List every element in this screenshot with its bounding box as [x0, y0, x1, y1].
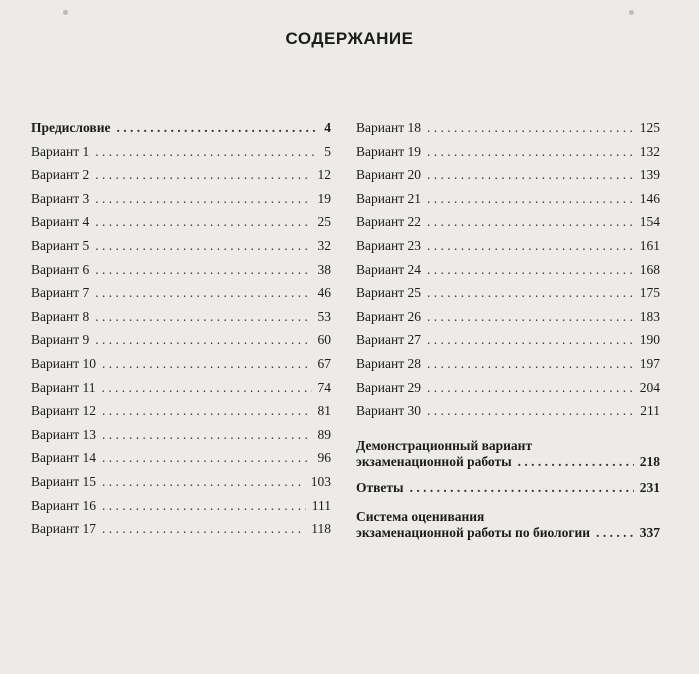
toc-entry-label: Вариант 16 — [31, 497, 96, 513]
toc-entry-page: 81 — [317, 403, 331, 419]
leader-dots — [427, 262, 634, 278]
toc-right-column — [356, 120, 660, 548]
toc-entry[interactable] — [356, 167, 660, 183]
leader-dots — [95, 214, 311, 230]
leader-dots — [427, 120, 634, 136]
toc-entry-label: Вариант 12 — [31, 403, 96, 419]
toc-entry-grading-line1: Система оценивания — [356, 508, 485, 524]
toc-entry-page: 190 — [639, 332, 660, 348]
toc-entry-demo-line1: Демонстрационный вариант — [356, 437, 533, 453]
toc-entry-label: Вариант 10 — [31, 355, 96, 371]
toc-entry-label: Вариант 25 — [356, 285, 421, 301]
leader-dots — [427, 309, 634, 325]
toc-entry-grading-line2: экзаменационной работы по биологии — [356, 524, 591, 540]
toc-entry-page: 74 — [317, 379, 331, 395]
toc-entry[interactable] — [31, 521, 331, 537]
leader-dots — [116, 120, 318, 136]
leader-dots — [427, 144, 634, 160]
leader-dots — [95, 191, 311, 207]
toc-entry[interactable] — [31, 309, 331, 325]
toc-entry-label: Вариант 18 — [356, 120, 421, 135]
toc-entry-label: Вариант 11 — [31, 379, 96, 395]
toc-entry-page: 175 — [639, 285, 660, 301]
toc-entry[interactable] — [31, 144, 331, 160]
toc-entry-label: Вариант 23 — [356, 237, 421, 253]
toc-entry[interactable] — [31, 450, 331, 466]
toc-entry-page: 12 — [317, 167, 331, 183]
leader-dots — [596, 525, 634, 541]
toc-entry-label: Вариант 29 — [356, 379, 421, 395]
toc-entry[interactable] — [31, 380, 331, 396]
toc-entry[interactable] — [31, 167, 331, 183]
leader-dots — [102, 403, 312, 419]
toc-entry-page: 53 — [317, 308, 331, 324]
toc-entry-demo-line2: экзаменационной работы — [356, 453, 512, 469]
toc-entry-label: Предисловие — [31, 120, 111, 135]
toc-entry-page: 25 — [317, 214, 331, 230]
toc-entry-page: 139 — [639, 167, 660, 183]
toc-entry-page: 103 — [310, 473, 331, 489]
toc-entry-label: Вариант 8 — [31, 308, 90, 324]
toc-entry[interactable] — [356, 214, 660, 230]
leader-dots — [427, 238, 634, 254]
toc-entry[interactable] — [356, 144, 660, 160]
leader-dots — [427, 214, 634, 230]
leader-dots — [102, 450, 312, 466]
toc-entry-page: 154 — [639, 214, 660, 230]
toc-entry[interactable] — [356, 309, 660, 325]
leader-dots — [95, 285, 311, 301]
toc-entry-label: Вариант 1 — [31, 143, 90, 159]
toc-entry-page: 4 — [324, 120, 331, 135]
toc-entry-label: Вариант 6 — [31, 261, 90, 277]
leader-dots — [427, 356, 634, 372]
toc-entry-page: 337 — [639, 524, 660, 540]
corner-mark-right — [629, 10, 634, 15]
toc-entry-page: 161 — [639, 237, 660, 253]
toc-entry-answers[interactable] — [356, 480, 660, 496]
toc-entry-page: 211 — [640, 403, 660, 419]
page-title: СОДЕРЖАНИЕ — [285, 29, 414, 48]
leader-dots — [95, 262, 311, 278]
toc-entry-label: Вариант 3 — [31, 190, 90, 206]
toc-entry-label: Вариант 9 — [31, 332, 90, 348]
leader-dots — [102, 498, 306, 514]
toc-entry-page: 125 — [639, 120, 660, 135]
toc-entry-page: 96 — [317, 450, 331, 466]
leader-dots — [518, 454, 634, 470]
toc-entry-label: Вариант 20 — [356, 167, 421, 183]
toc-entry-page: 38 — [317, 261, 331, 277]
leader-dots — [95, 238, 311, 254]
toc-entry-label: Вариант 15 — [31, 473, 96, 489]
toc-entry-label: Вариант 28 — [356, 355, 421, 371]
toc-entry-label: Вариант 26 — [356, 308, 421, 324]
toc-entry-label: Вариант 5 — [31, 237, 90, 253]
toc-entry[interactable] — [31, 474, 331, 490]
toc-entry-page: 60 — [317, 332, 331, 348]
toc-entry-page: 111 — [311, 497, 331, 513]
toc-entry[interactable] — [31, 285, 331, 301]
toc-entry-page: 46 — [317, 285, 331, 301]
toc-entry-page: 67 — [317, 355, 331, 371]
toc-entry-page: 118 — [311, 521, 331, 537]
toc-entry-label: Ответы — [356, 479, 404, 495]
toc-entry[interactable] — [356, 403, 660, 419]
toc-entry-page: 5 — [324, 143, 331, 159]
toc-entry-page: 231 — [639, 479, 660, 495]
toc-entry-label: Вариант 17 — [31, 521, 96, 537]
leader-dots — [102, 427, 312, 443]
toc-entry-label: Вариант 24 — [356, 261, 421, 277]
toc-entry-label: Вариант 30 — [356, 403, 421, 419]
toc-entry-label: Вариант 14 — [31, 450, 96, 466]
toc-entry[interactable] — [31, 262, 331, 278]
toc-entry-page: 168 — [639, 261, 660, 277]
toc-entry-page: 32 — [317, 237, 331, 253]
leader-dots — [95, 309, 311, 325]
toc-entry-page: 146 — [639, 190, 660, 206]
toc-entry-page: 204 — [639, 379, 660, 395]
toc-entry-page: 132 — [639, 143, 660, 159]
toc-entry[interactable] — [356, 238, 660, 254]
toc-entry-label: Вариант 7 — [31, 285, 90, 301]
toc-entry-page: 218 — [639, 453, 660, 469]
leader-dots — [410, 480, 634, 496]
leader-dots — [427, 285, 634, 301]
toc-entry-demo[interactable] — [356, 437, 660, 470]
toc-entry-page: 197 — [639, 355, 660, 371]
toc-entry[interactable] — [356, 380, 660, 396]
toc-entry-page: 183 — [639, 308, 660, 324]
leader-dots — [427, 191, 634, 207]
toc-entry-label: Вариант 21 — [356, 190, 421, 206]
toc-entry-label: Вариант 4 — [31, 214, 90, 230]
toc-entry-label: Вариант 2 — [31, 167, 90, 183]
toc-entry[interactable] — [31, 332, 331, 348]
leader-dots — [95, 167, 311, 183]
leader-dots — [101, 380, 311, 396]
toc-entry[interactable] — [31, 214, 331, 230]
toc-entry[interactable] — [31, 498, 331, 514]
toc-entry-label: Вариант 27 — [356, 332, 421, 348]
leader-dots — [102, 474, 305, 490]
toc-entry-page: 89 — [317, 426, 331, 442]
toc-entry[interactable] — [31, 403, 331, 419]
leader-dots — [95, 144, 318, 160]
leader-dots — [427, 403, 634, 419]
toc-entry[interactable] — [356, 120, 660, 136]
toc-entry[interactable] — [31, 427, 331, 443]
toc-entry[interactable] — [31, 356, 331, 372]
leader-dots — [427, 167, 634, 183]
toc-entry-label: Вариант 22 — [356, 214, 421, 230]
toc-entry[interactable] — [31, 120, 331, 136]
leader-dots — [427, 332, 634, 348]
leader-dots — [102, 356, 312, 372]
toc-entry-page: 19 — [317, 190, 331, 206]
toc-entry[interactable] — [356, 191, 660, 207]
toc-entry[interactable] — [356, 285, 660, 301]
leader-dots — [427, 380, 634, 396]
toc-entry-label: Вариант 13 — [31, 426, 96, 442]
toc-entry[interactable] — [31, 191, 331, 207]
leader-dots — [102, 521, 305, 537]
toc-entry-label: Вариант 19 — [356, 143, 421, 159]
toc-entry-grading[interactable] — [356, 508, 660, 541]
toc-left-column — [31, 120, 331, 545]
toc-entry[interactable] — [356, 332, 660, 348]
corner-mark-left — [63, 10, 68, 15]
toc-entry[interactable] — [356, 262, 660, 278]
leader-dots — [95, 332, 311, 348]
toc-entry[interactable] — [31, 238, 331, 254]
toc-entry[interactable] — [356, 356, 660, 372]
